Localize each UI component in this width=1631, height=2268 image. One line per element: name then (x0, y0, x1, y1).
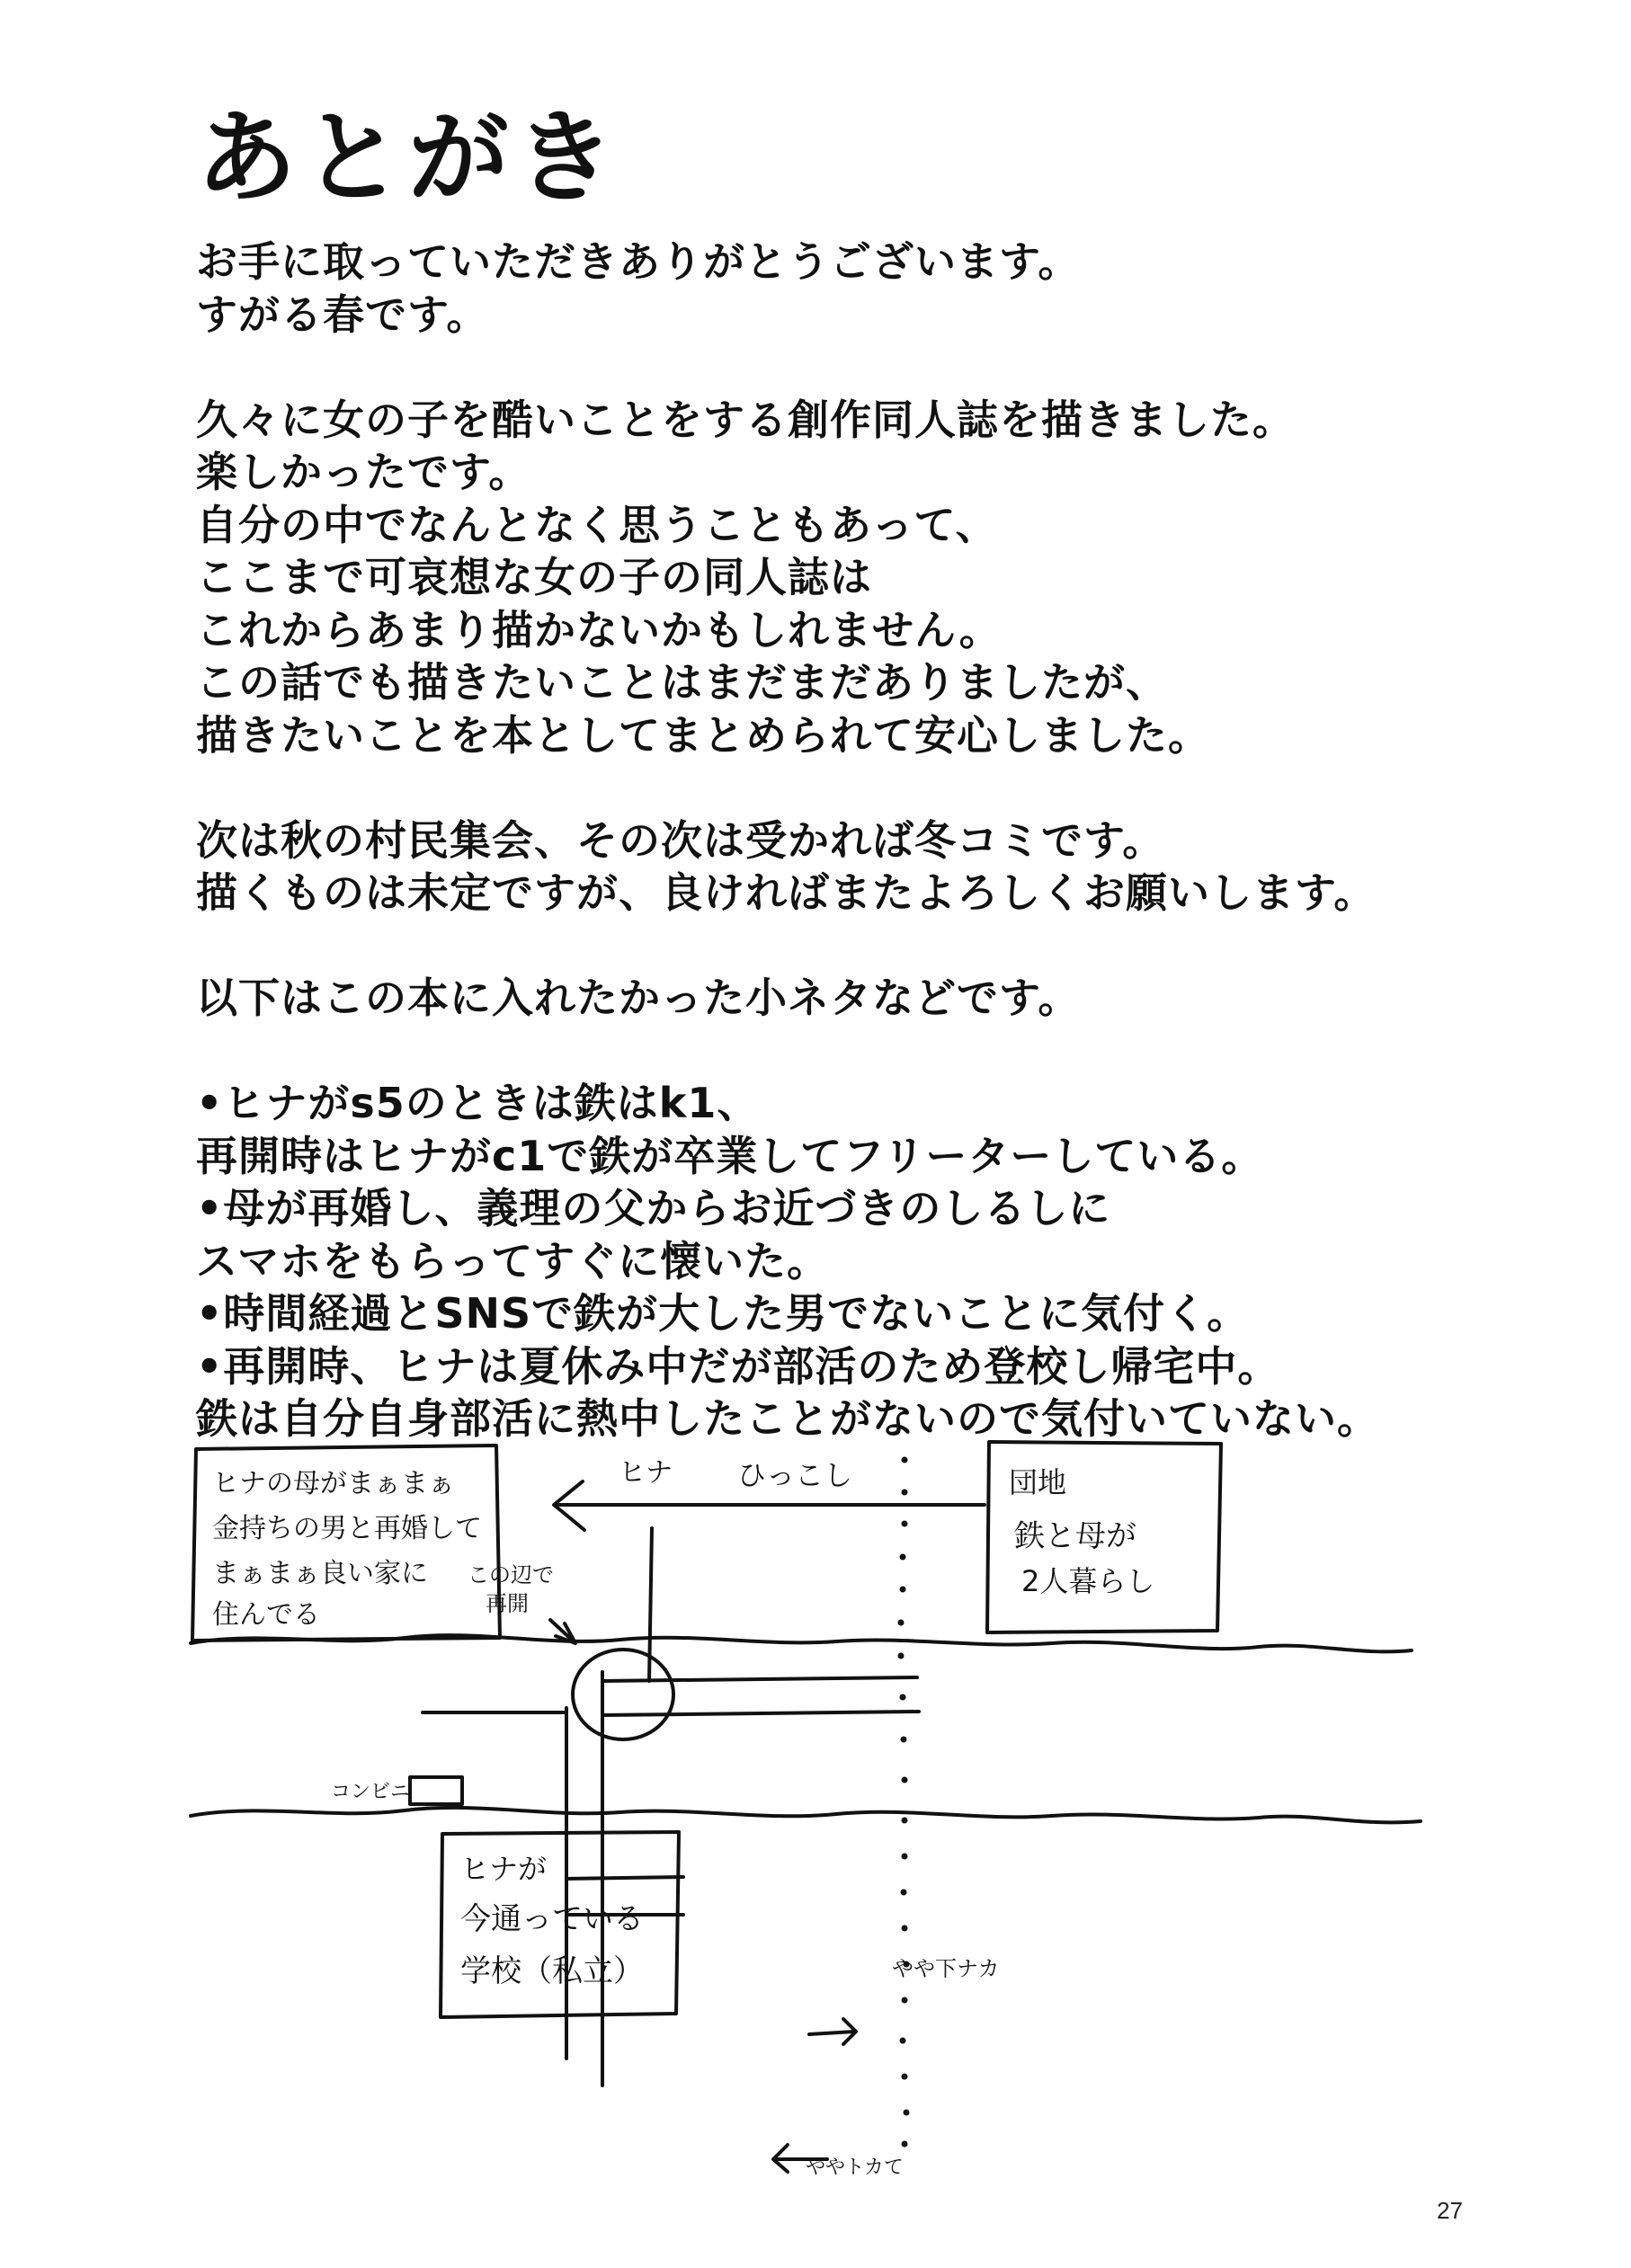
text-line: これからあまり描かないかもしれません。 (196, 605, 1002, 654)
dot (902, 1490, 908, 1496)
text-line: 楽しかったです。 (196, 448, 531, 496)
dot (902, 1854, 908, 1860)
dot (902, 1997, 908, 2004)
text-line: 以下はこの本に入れたかった小ネタなどです。 (196, 974, 1081, 1022)
arrow-moved-label: ひっこし (737, 1458, 853, 1492)
dot (902, 1926, 908, 1932)
text-line: この話でも描きたいことはまだまだありましたが、 (196, 658, 1168, 707)
text-line: 自分の中でなんとなく思うこともあって、 (196, 500, 998, 549)
reunion-label: この辺で (468, 1562, 554, 1588)
dot (902, 2141, 908, 2148)
dot (904, 2110, 910, 2116)
dot (900, 2038, 906, 2044)
road-lower-right (602, 1712, 919, 1715)
dot (902, 1457, 908, 1463)
dot (900, 1587, 906, 1593)
school-box-line: ヒナが (460, 1852, 548, 1886)
school-box-line: 今通っている (460, 1901, 644, 1937)
right-box-line: 2人暮らし (1021, 1564, 1155, 1598)
right-box-line: 団地 (1009, 1465, 1067, 1499)
dot (898, 1620, 905, 1626)
arrow-hina-label: ヒナ (619, 1457, 673, 1489)
page-number: 27 (1437, 2197, 1463, 2224)
left-box-line: ヒナの母がまぁまぁ (212, 1468, 455, 1499)
text-line: 久々に女の子を酷いことをする創作同人誌を描きました。 (196, 395, 1295, 444)
text-line: お手に取っていただきありがとうございます。 (196, 237, 1081, 286)
dot (900, 1554, 906, 1561)
text-line: 再開時はヒナがc1で鉄が卒業してフリーターしている。 (196, 1131, 1264, 1180)
text-line: •再開時、ヒナは夏休み中だが部活のため登校し帰宅中。 (196, 1341, 1280, 1391)
dot (901, 1737, 907, 1743)
text-line: 描きたいことを本としてまとめられて安心しました。 (196, 710, 1210, 760)
dot (902, 2074, 908, 2080)
text-line: •ヒナがs5のときは鉄はk1、 (196, 1079, 760, 1127)
dot (902, 1777, 908, 1783)
text-line: •母が再婚し、義理の父からお近づきのしるしに (196, 1184, 1111, 1232)
dot (902, 1818, 908, 1824)
dot (901, 1890, 907, 1896)
left-box-line: 住んでる (212, 1599, 320, 1631)
dot (902, 1521, 908, 1527)
left-box-line: まぁまぁ良い家に (212, 1558, 428, 1589)
hand-drawn-map (180, 1411, 1439, 2184)
text-line: 描くものは未定ですが、良ければまたよろしくお願いします。 (196, 868, 1377, 917)
text-line: ここまで可哀想な女の子の同人誌は (196, 553, 872, 601)
text-line: スマホをもらってすぐに懐いた。 (196, 1236, 830, 1285)
reunion-label: 再開 (486, 1591, 529, 1616)
text-line: 次は秋の村民集会、その次は受かれば冬コミです。 (196, 815, 1165, 865)
dot (898, 1653, 905, 1659)
text-line: 鉄は自分自身部活に熱中したことがないので気付いていない。 (196, 1394, 1379, 1443)
right-box-line: 鉄と母が (1014, 1518, 1136, 1554)
label-upper: やや下ナカ (892, 1956, 1000, 1981)
reunion-circle (573, 1650, 673, 1739)
text-line: •時間経過とSNSで鉄が大した男でないことに気付く。 (196, 1289, 1250, 1338)
right-arrow (809, 2019, 856, 2044)
text-line: すがる春です。 (196, 289, 489, 339)
school-box-line: 学校（私立） (460, 1953, 644, 1989)
road-school-top (566, 1877, 683, 1879)
label-lower: ややトカて (806, 2157, 904, 2179)
dot (900, 1694, 906, 1701)
konbini-label: コンビニ (331, 1781, 411, 1803)
konbini-box (410, 1777, 462, 1804)
left-box-line: 金持ちの男と再婚して (212, 1513, 482, 1544)
wavy-line-lower (191, 1808, 1421, 1822)
page-title: あとがき (196, 99, 620, 217)
afterword-body (196, 236, 1545, 1445)
